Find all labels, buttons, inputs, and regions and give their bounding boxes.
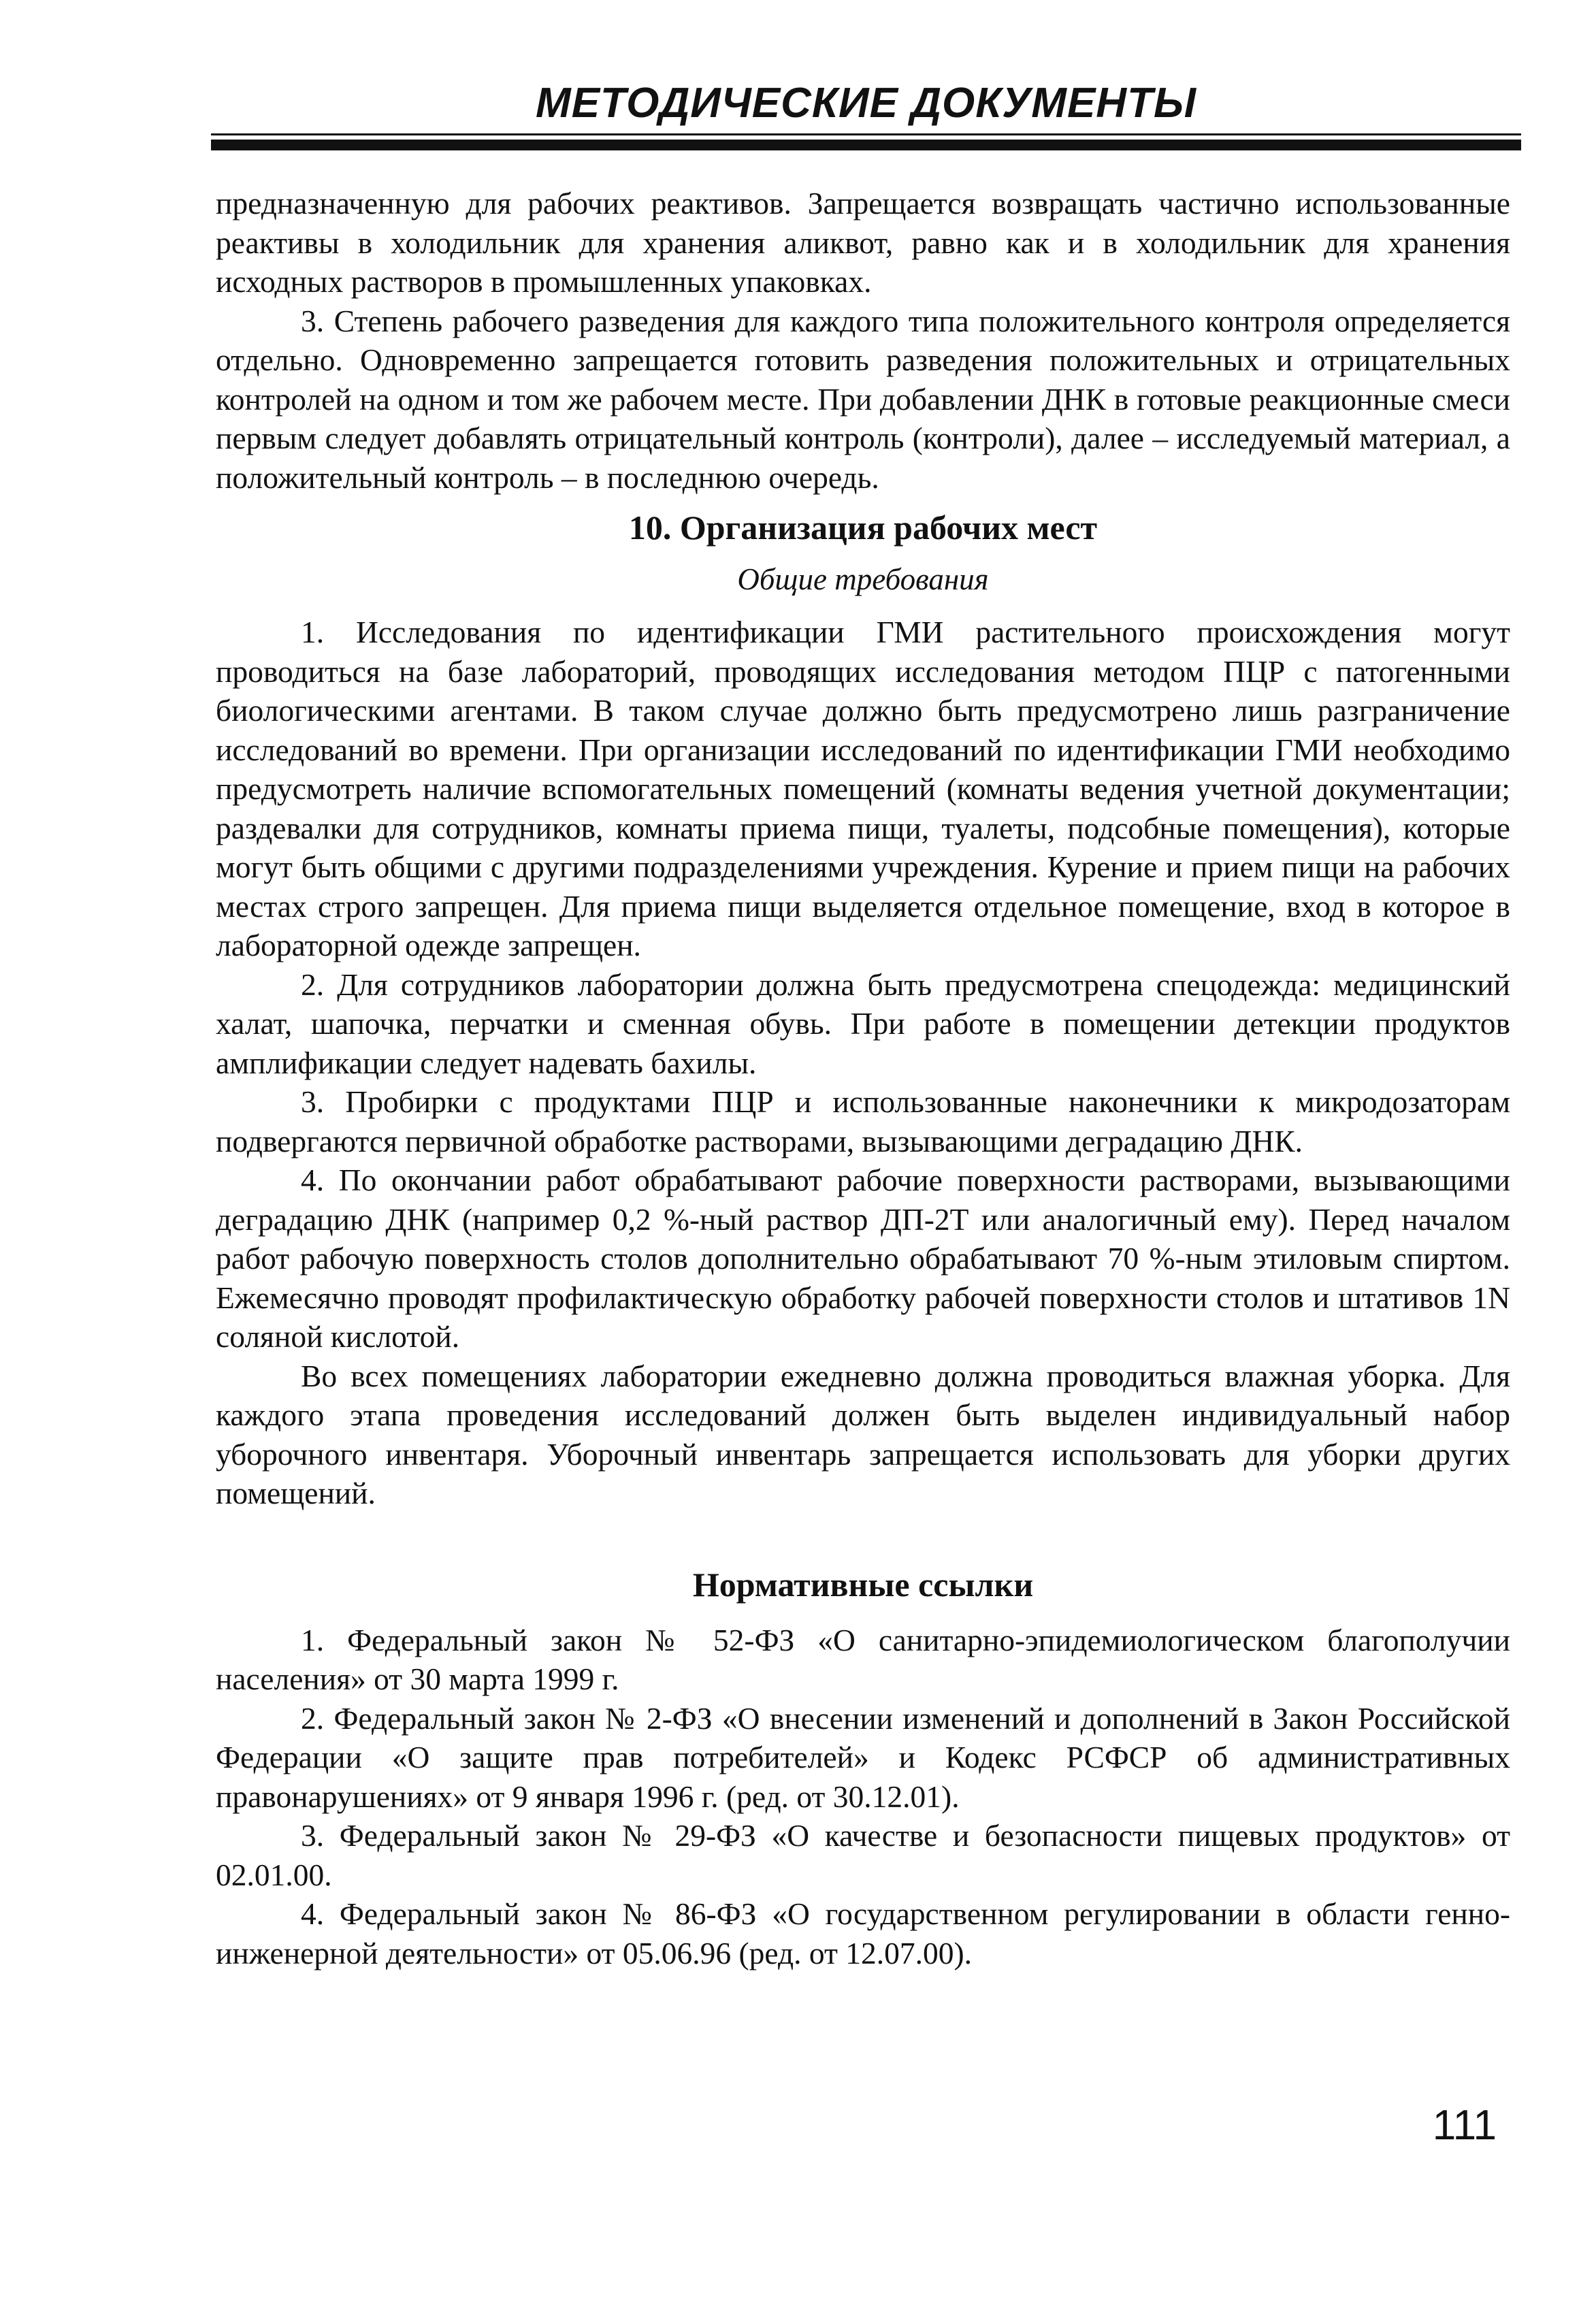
page-number: 111 xyxy=(1432,2102,1497,2149)
subsection-title: Общие требования xyxy=(737,562,989,596)
running-header-title: МЕТОДИЧЕСКИЕ ДОКУМЕНТЫ xyxy=(536,80,1196,127)
header-rule-thick xyxy=(211,140,1521,150)
paragraph-continued: предназначенную для рабочих реактивов. Запрещается возвращать частично использованные реактивы в холодильник для хранения аликвот, равно как и в холодильник для хранения исходных растворов в промышленных упаковках. xyxy=(216,186,1510,299)
header-rule-thin xyxy=(211,133,1521,135)
references-title: Нормативные ссылки xyxy=(692,1565,1034,1604)
reference-item: 2. Федеральный закон № 2-ФЗ «О внесении изменений и дополнений в Закон Российской Федерации «О защите прав потребителей» и Кодекс РСФСР об административных правонарушениях» от 9 января 1996 г. (ред. от 30.12.01). xyxy=(216,1700,1510,1814)
paragraph-item-2: 2. Для сотрудников лаборатории должна быть предусмотрена спецодежда: медицинский халат, шапочка, перчатки и сменная обувь. При работе в помещении детекции продуктов амплификации следует надевать бахилы. xyxy=(216,967,1510,1080)
paragraph-item-1: 1. Исследования по идентификации ГМИ растительного происхождения могут проводиться на базе лабораторий, проводящих исследования методом ПЦР с патогенными биологическими агентами. В таком случае должно быть предусмотрено лишь разграничение исследований во времени. При организации исследований по идентификации ГМИ необходимо предусмотреть наличие вспомогательных помещений (комнаты ведения учетной документации; раздевалки для сотрудников, комнаты приема пищи, туалеты, подсобные помещения), которые могут быть общими с другими подразделениями учреждения. Курение и прием пищи на рабочих местах строго запрещен. Для приема пищи выделяется отдельное помещение, вход в которое в лабораторной одежде запрещен. xyxy=(216,615,1510,962)
paragraph-item-3b: 3. Пробирки с продуктами ПЦР и использованные наконечники к микродозаторам подвергаются первичной обработке растворами, вызывающими деградацию ДНК. xyxy=(216,1084,1510,1158)
page-header xyxy=(211,76,1521,150)
page-body xyxy=(216,184,1510,1973)
paragraph-cleaning: Во всех помещениях лаборатории ежедневно должна проводиться влажная уборка. Для каждого этапа проведения исследований должен быть выделен индивидуальный набор уборочного инвентаря. Уборочный инвентарь запрещается использовать для уборки других помещений. xyxy=(216,1358,1510,1510)
reference-item: 1. Федеральный закон № 52-ФЗ «О санитарно-эпидемиологическом благополучии населения» от 30 марта 1999 г. xyxy=(216,1622,1510,1696)
reference-item: 3. Федеральный закон № 29-ФЗ «О качестве и безопасности пищевых продуктов» от 02.01.00. xyxy=(216,1818,1510,1892)
paragraph-item-3: 3. Степень рабочего разведения для каждого типа положительного контроля определяется отдельно. Одновременно запрещается готовить разведения положительных и отрицательных контролей на одном и том же рабочем месте. При добавлении ДНК в готовые реакционные смеси первым следует добавлять отрицательный контроль (контроли), далее – исследуемый материал, а положительный контроль – в последнюю очередь. xyxy=(216,303,1510,495)
paragraph-item-4: 4. По окончании работ обрабатывают рабочие поверхности растворами, вызывающими деградацию ДНК (например 0,2 %-ный раствор ДП-2Т или аналогичный ему). Перед началом работ рабочую поверхность столов дополнительно обрабатывают 70 %-ным этиловым спиртом. Ежемесячно проводят профилактическую обработку рабочей поверхности столов и штативов 1N соляной кислотой. xyxy=(216,1163,1510,1354)
section-title: 10. Организация рабочих мест xyxy=(628,508,1098,547)
reference-item: 4. Федеральный закон № 86-ФЗ «О государственном регулировании в области генно-инженерной деятельности» от 05.06.96 (ред. от 12.07.00). xyxy=(216,1896,1510,1971)
